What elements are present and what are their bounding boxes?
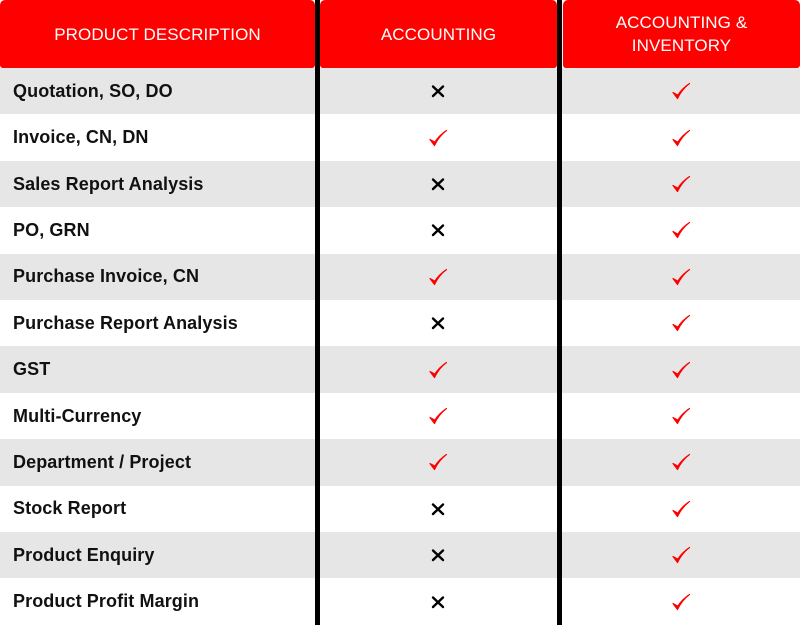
accounting-inventory-cell	[661, 254, 701, 300]
cross-icon	[431, 595, 445, 609]
check-icon	[671, 81, 691, 101]
table-body	[0, 68, 800, 625]
table-row	[0, 486, 800, 532]
table-row	[0, 254, 800, 300]
accounting-cell	[418, 254, 458, 300]
accounting-cell	[418, 207, 458, 253]
cross-icon	[431, 177, 445, 191]
feature-label: Product Enquiry	[13, 544, 155, 565]
column-header-accounting-inventory	[563, 0, 800, 68]
table-row	[0, 68, 800, 114]
check-icon	[428, 128, 448, 148]
check-icon	[671, 545, 691, 565]
table-row	[0, 114, 800, 160]
check-icon	[671, 313, 691, 333]
column-divider	[557, 0, 562, 625]
check-icon	[428, 267, 448, 287]
accounting-inventory-cell	[661, 346, 701, 392]
check-icon	[671, 360, 691, 380]
table-row	[0, 346, 800, 392]
check-icon	[428, 452, 448, 472]
feature-label: PO, GRN	[13, 219, 90, 240]
check-icon	[671, 174, 691, 194]
accounting-inventory-cell	[661, 578, 701, 624]
table-row	[0, 207, 800, 253]
check-icon	[671, 267, 691, 287]
cross-icon	[431, 502, 445, 516]
accounting-inventory-cell	[661, 68, 701, 114]
check-icon	[671, 592, 691, 612]
feature-label: Purchase Report Analysis	[13, 312, 238, 333]
accounting-cell	[418, 486, 458, 532]
accounting-cell	[418, 114, 458, 160]
check-icon	[428, 406, 448, 426]
accounting-inventory-cell	[661, 114, 701, 160]
table-row	[0, 393, 800, 439]
check-icon	[671, 220, 691, 240]
accounting-inventory-cell	[661, 161, 701, 207]
table-header	[0, 0, 800, 68]
table-row	[0, 532, 800, 578]
feature-label: Quotation, SO, DO	[13, 80, 173, 101]
accounting-cell	[418, 300, 458, 346]
accounting-cell	[418, 532, 458, 578]
accounting-cell	[418, 439, 458, 485]
accounting-inventory-cell	[661, 486, 701, 532]
check-icon	[671, 499, 691, 519]
column-header-label: ACCOUNTING & INVENTORY	[615, 13, 748, 55]
cross-icon	[431, 548, 445, 562]
column-header-product-description	[0, 0, 315, 68]
column-header-accounting	[320, 0, 557, 68]
accounting-inventory-cell	[661, 439, 701, 485]
check-icon	[671, 406, 691, 426]
accounting-cell	[418, 346, 458, 392]
cross-icon	[431, 84, 445, 98]
table-row	[0, 578, 800, 624]
accounting-inventory-cell	[661, 532, 701, 578]
column-divider	[315, 0, 320, 625]
table-row	[0, 161, 800, 207]
feature-label: Department / Project	[13, 451, 192, 472]
accounting-inventory-cell	[661, 300, 701, 346]
accounting-inventory-cell	[661, 393, 701, 439]
feature-label: Invoice, CN, DN	[13, 127, 149, 148]
feature-label: GST	[13, 359, 51, 380]
feature-label: Purchase Invoice, CN	[13, 266, 200, 287]
feature-label: Product Profit Margin	[13, 591, 200, 612]
table-row	[0, 439, 800, 485]
column-header-label: PRODUCT DESCRIPTION	[54, 24, 261, 44]
accounting-cell	[418, 393, 458, 439]
check-icon	[671, 452, 691, 472]
check-icon	[671, 128, 691, 148]
accounting-inventory-cell	[661, 207, 701, 253]
cross-icon	[431, 316, 445, 330]
feature-label: Stock Report	[13, 498, 127, 519]
feature-label: Multi-Currency	[13, 405, 142, 426]
cross-icon	[431, 223, 445, 237]
accounting-cell	[418, 161, 458, 207]
accounting-cell	[418, 68, 458, 114]
accounting-cell	[418, 578, 458, 624]
column-header-label: ACCOUNTING	[380, 24, 497, 44]
table-row	[0, 300, 800, 346]
check-icon	[428, 360, 448, 380]
feature-label: Sales Report Analysis	[13, 173, 204, 194]
